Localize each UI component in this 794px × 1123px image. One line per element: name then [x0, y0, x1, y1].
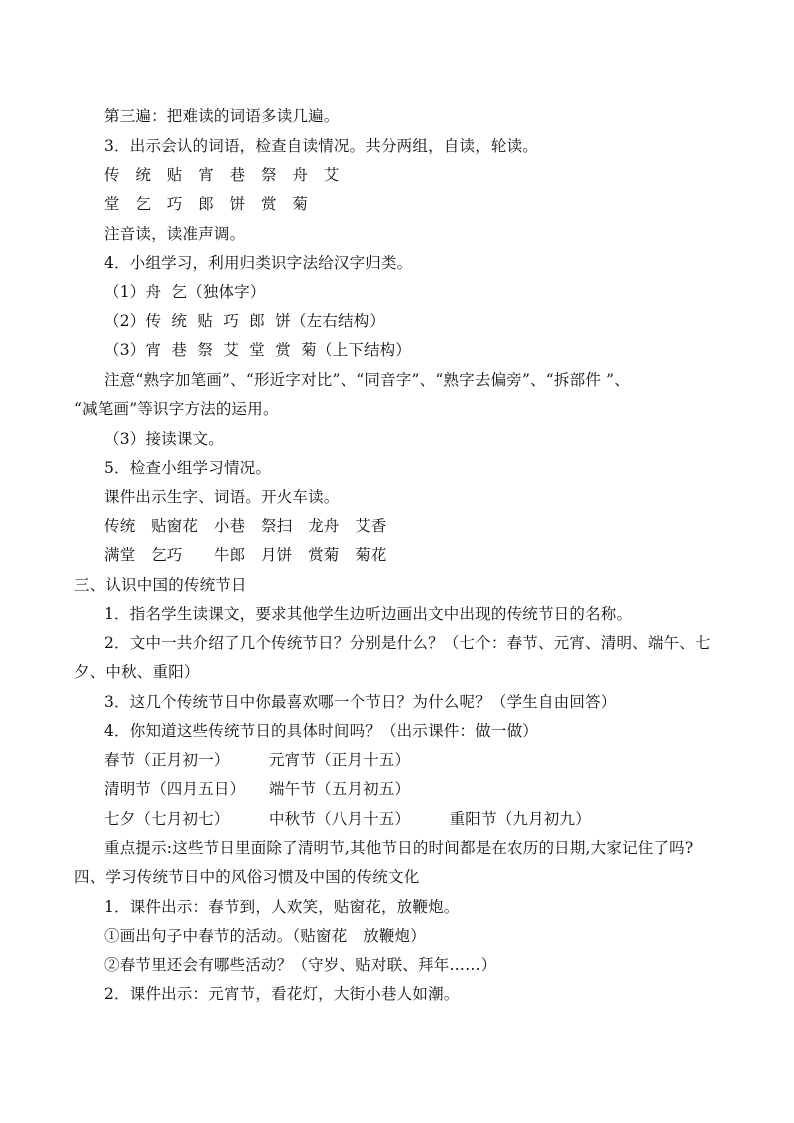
- list-item-line: ②春节里还会有哪些活动？（守岁、贴对联、拜年……）: [104, 956, 497, 974]
- paragraph-line: 2．文中一共介绍了几个传统节日？分别是什么？（七个：春节、元宵、清明、端午、七: [104, 634, 711, 652]
- paragraph-line: 第三遍：把难读的词语多读几遍。: [104, 107, 340, 125]
- paragraph-line: “减笔画”等识字方法的运用。: [74, 400, 279, 418]
- paragraph-line: 3．这几个传统节日中你最喜欢哪一个节日？为什么呢？（学生自由回答）: [104, 693, 617, 711]
- festival-date-line: 清明节（四月五日） 端午节（五月初五）: [104, 780, 411, 798]
- section-heading: 三、认识中国的传统节日: [74, 576, 247, 594]
- paragraph-line: 1．指名学生读课文，要求其他学生边听边画出文中出现的传统节日的名称。: [104, 605, 633, 623]
- paragraph-line: 4．小组学习，利用归类识字法给汉字归类。: [104, 254, 413, 272]
- paragraph-line: 2．课件出示：元宵节，看花灯，大街小巷人如潮。: [104, 985, 460, 1003]
- list-item-line: （3）接读课文。: [104, 430, 224, 448]
- paragraph-line: 课件出示生字、词语。开火车读。: [104, 488, 340, 506]
- paragraph-line: 重点提示:这些节日里面除了清明节,其他节日的时间都是在农历的日期,大家记住了吗?: [104, 839, 694, 857]
- list-item-line: （1）舟 乞（独体字）: [104, 283, 266, 301]
- paragraph-line: 1．课件出示：春节到，人欢笑，贴窗花，放鞭炮。: [104, 898, 460, 916]
- section-heading: 四、学习传统节日中的风俗习惯及中国的传统文化: [74, 868, 420, 886]
- paragraph-line: 注意“熟字加笔画”、“形近字对比”、“同音字”、“熟字去偏旁”、“拆部件 ”、: [104, 371, 630, 389]
- list-item-line: （2）传 统 贴 巧 郎 饼（左右结构）: [104, 312, 386, 330]
- word-list-line: 堂 乞 巧 郎 饼 赏 菊: [104, 195, 309, 213]
- list-item-line: ①画出句子中春节的活动。（贴窗花 放鞭炮）: [104, 927, 426, 945]
- paragraph-line: 5．检查小组学习情况。: [104, 459, 272, 477]
- word-list-line: 传统 贴窗花 小巷 祭扫 龙舟 艾香: [104, 517, 387, 535]
- paragraph-line: 3．出示会认的词语，检查自读情况。共分两组，自读，轮读。: [104, 137, 538, 155]
- paragraph-line: 夕、中秋、重阳）: [74, 663, 200, 681]
- paragraph-line: 4．你知道这些传统节日的具体时间吗？（出示课件：做一做）: [104, 722, 538, 740]
- word-list-line: 满堂 乞巧 牛郎 月饼 赏菊 菊花: [104, 546, 387, 564]
- festival-date-line: 七夕（七月初七） 中秋节（八月十五） 重阳节（九月初九）: [104, 810, 591, 828]
- paragraph-line: 注音读，读准声调。: [104, 225, 246, 243]
- list-item-line: （3）宵 巷 祭 艾 堂 赏 菊（上下结构）: [104, 341, 412, 359]
- festival-date-line: 春节（正月初一） 元宵节（正月十五）: [104, 751, 411, 769]
- word-list-line: 传 统 贴 宵 巷 祭 舟 艾: [104, 166, 340, 184]
